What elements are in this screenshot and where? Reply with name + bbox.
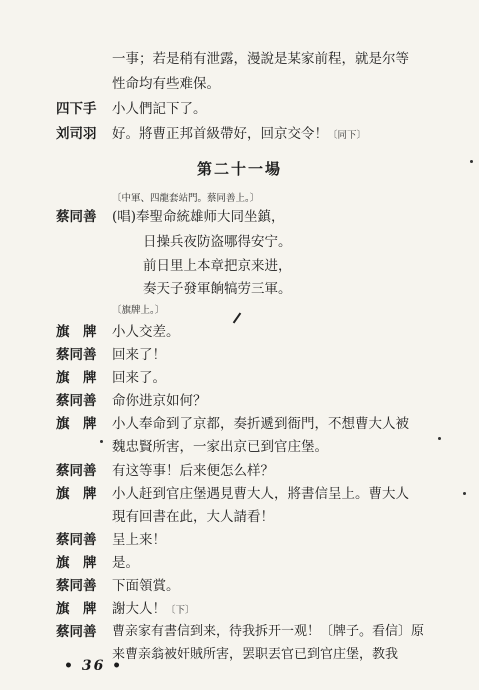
print-speck	[100, 440, 103, 443]
speaker-name: 蔡同善	[56, 347, 97, 363]
stage-note: 〔同下〕	[328, 130, 367, 141]
line-text: 魏忠賢所害，一家出京已到官庄堡。	[112, 439, 328, 455]
line-text: 呈上来！	[112, 532, 166, 548]
line-text: 謝大人！	[112, 601, 166, 617]
line-text: 小人們記下了。	[112, 101, 207, 117]
speaker-name: 蔡同善	[56, 393, 97, 409]
verse-line: 奏天子發軍餉犒劳三軍。	[143, 281, 292, 297]
print-mark	[233, 313, 242, 324]
print-speck	[438, 437, 441, 440]
line-text: 現有回書在此，大人請看！	[112, 509, 274, 525]
line-text: 小人赶到官庄堡遇見曹大人，將書信呈上。曹大人	[112, 486, 409, 502]
stage-direction: 〔中軍、四龍套站門。蔡同善上。〕	[112, 193, 260, 204]
verse-line: (唱)奉聖命統雄师大同坐鎮，	[112, 209, 285, 225]
scene-title: 第二十一場	[196, 160, 282, 178]
page-number: • 36 •	[64, 658, 124, 674]
speaker-name: 蔡同善	[56, 532, 97, 548]
speaker-name: 旗 牌	[56, 486, 97, 502]
speaker-name: 蔡同善	[56, 209, 97, 225]
speaker-name: 旗 牌	[56, 601, 97, 617]
line-text: 一事；若是稍有泄露，漫說是某家前程，就是尔等	[112, 51, 409, 67]
line-text: 下面領賞。	[112, 578, 180, 594]
line-text: 回来了！	[112, 347, 166, 363]
verse-line: 前日里上本章把京来进，	[143, 258, 292, 274]
line-text: 小人奉命到了京都，奏折遞到衙門，不想曹大人被	[112, 416, 409, 432]
speaker-name: 旗 牌	[56, 370, 97, 386]
line-text: 性命均有些难保。	[112, 76, 220, 92]
speaker-name: 蔡同善	[56, 624, 97, 640]
line-text: 曹亲家有書信到来，待我拆开一观！〔牌子。看信〕原	[112, 624, 425, 639]
speaker-name: 旗 牌	[56, 416, 97, 432]
line-text: 小人交差。	[112, 324, 180, 340]
line-text: 命你进京如何？	[112, 393, 207, 409]
speaker-name: 刘司羽	[56, 126, 97, 142]
speaker-name: 旗 牌	[56, 324, 97, 340]
line-text: 回来了。	[112, 370, 166, 386]
speaker-name: 旗 牌	[56, 555, 97, 571]
speaker-name: 蔡同善	[56, 578, 97, 594]
print-speck	[463, 492, 466, 495]
print-speck	[470, 160, 473, 163]
line-text: 有这等事！后来便怎么样？	[112, 463, 274, 479]
line-text: 好。將曹正邦首級帶好，回京交令！	[112, 126, 328, 142]
verse-line: 日操兵夜防盗哪得安宁。	[143, 234, 292, 250]
speaker-name: 蔡同善	[56, 463, 97, 479]
stage-direction: 〔旗牌上。〕	[112, 305, 165, 316]
line-text: 是。	[112, 555, 139, 571]
line-text: 来曹亲翁被奸賊所害，罢职丟官已到官庄堡，教我	[112, 647, 399, 662]
stage-note: 〔下〕	[166, 605, 195, 616]
speaker-name: 四下手	[56, 101, 97, 117]
